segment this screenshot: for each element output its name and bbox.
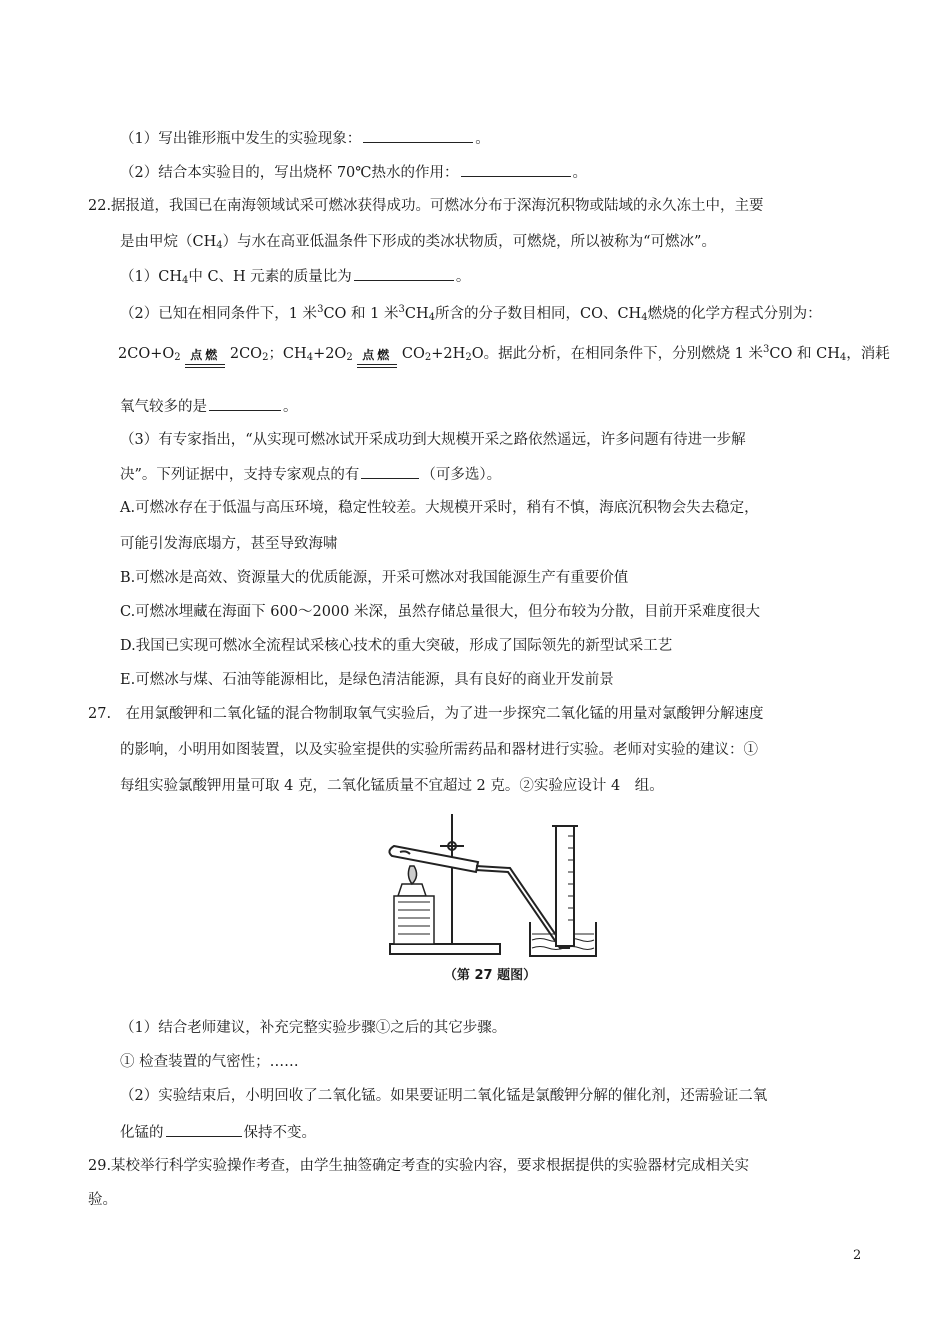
- answer-blank[interactable]: [361, 464, 419, 479]
- option-e: E.可燃冰与煤、石油等能源相比，是绿色清洁能源，具有良好的商业开发前景: [120, 672, 614, 688]
- text: （2）已知在相同条件下，1 米: [120, 306, 318, 322]
- text: 是由甲烷（CH: [120, 234, 217, 250]
- text: CO 和 CH: [769, 346, 840, 362]
- q27-sub1: （1）结合老师建议，补充完整实验步骤①之后的其它步骤。: [120, 1020, 507, 1036]
- q27-stem-line1: 27. 在用氯酸钾和二氧化锰的混合物制取氧气实验后，为了进一步探究二氧化锰的用量对氯酸钾分解速度: [88, 706, 764, 722]
- figure-caption: （第 27 题图）: [443, 968, 537, 983]
- subscript: 2: [262, 352, 269, 363]
- text: CH: [404, 306, 429, 322]
- q22-sub3-line2: [120, 464, 501, 485]
- answer-blank[interactable]: [363, 128, 473, 143]
- q22-stem-line1: 22.据报道，我国已在南海领域试采可燃冰获得成功。可燃冰分布于深海沉积物或陆域的永久冻土中，主要: [88, 198, 764, 214]
- q21-sub2-text: （2）结合本实验目的，写出烧杯 70℃热水的作用：: [120, 165, 459, 181]
- q27-stem-line3: 每组实验氯酸钾用量可取 4 克，二氧化锰质量不宜超过 2 克。②实验应设计 4 组。: [120, 778, 664, 794]
- text: +2O: [313, 346, 347, 362]
- answer-blank[interactable]: [209, 396, 281, 411]
- q21-sub1-text: （1）写出锥形瓶中发生的实验现象：: [120, 131, 362, 147]
- q22-sub3-line1: （3）有专家指出，“从实现可燃冰试开采成功到大规模开采之路依然遥远，许多问题有待进一步解: [120, 432, 746, 448]
- option-a-line2: 可能引发海底塌方，甚至导致海啸: [120, 536, 338, 552]
- text: ，消耗: [846, 346, 890, 362]
- text: ）与水在高亚低温条件下形成的类冰状物质，可燃烧，所以被称为“可燃冰”。: [222, 234, 716, 250]
- q27-sub2-line1: （2）实验结束后，小明回收了二氧化锰。如果要证明二氧化锰是氯酸钾分解的催化剂，还需验证二氧: [120, 1088, 768, 1104]
- text: ；CH: [268, 346, 307, 362]
- text: CO 和 1 米: [323, 306, 399, 322]
- q22-stem-line2: [120, 232, 716, 256]
- q27-stem-line2: 的影响，小明用如图装置，以及实验室提供的实验所需药品和器材进行实验。老师对实验的建议：①: [120, 742, 758, 758]
- subscript: 2: [174, 352, 181, 363]
- punct: 。: [475, 131, 490, 147]
- q27-sub2-line2: [120, 1122, 316, 1143]
- answer-blank[interactable]: [461, 162, 571, 177]
- text: 决”。下列证据中，支持专家观点的有: [120, 467, 360, 483]
- answer-blank[interactable]: [166, 1122, 242, 1137]
- punct: 。: [572, 165, 588, 181]
- superscript: 3: [317, 304, 324, 315]
- option-a-line1: A.可燃冰存在于低温与高压环境，稳定性较差。大规模开采时，稍有不慎，海底沉积物会失去稳定，: [120, 500, 759, 516]
- subscript: 2: [424, 352, 432, 363]
- q21-sub1: [120, 128, 490, 149]
- q21-sub2: [120, 162, 587, 183]
- subscript: 4: [839, 352, 847, 363]
- text: O。据此分析，在相同条件下，分别燃烧 1 米: [471, 346, 764, 362]
- q22-equations: [118, 340, 890, 368]
- q22-sub2-line1: [120, 300, 822, 328]
- text: +2H: [431, 346, 466, 362]
- condition-label: 点燃: [190, 348, 221, 362]
- text: 氧气较多的是: [120, 399, 207, 415]
- q22-sub1: [120, 266, 470, 291]
- superscript: 3: [763, 344, 770, 355]
- subscript: 2: [465, 352, 472, 363]
- text: （可多选）。: [421, 467, 502, 483]
- text: 所含的分子数目相同，CO、CH: [434, 306, 642, 322]
- subscript: 4: [216, 240, 223, 251]
- q29-stem-line1: 29.某校举行科学实验操作考查，由学生抽签确定考查的实验内容，要求根据提供的实验器材完成相关实: [88, 1158, 750, 1174]
- answer-blank[interactable]: [354, 266, 454, 281]
- punct: 。: [283, 399, 298, 415]
- apparatus-diagram: [380, 806, 600, 966]
- q29-stem-line2: 验。: [88, 1192, 117, 1208]
- option-b: B.可燃冰是高效、资源量大的优质能源，开采可燃冰对我国能源生产有重要价值: [120, 570, 629, 586]
- subscript: 4: [641, 312, 648, 323]
- text: 燃烧的化学方程式分别为：: [647, 306, 822, 322]
- subscript: 4: [428, 312, 435, 323]
- condition-label: 点燃: [362, 348, 393, 362]
- text: 2CO: [229, 346, 263, 362]
- apparatus-figure: [380, 806, 600, 996]
- option-c: C.可燃冰埋藏在海面下 600～2000 米深，虽然存储总量很大，但分布较为分散，目前开采难度很大: [120, 604, 760, 620]
- text: （1）CH: [120, 269, 182, 285]
- text: 化锰的: [120, 1125, 164, 1141]
- punct: 。: [455, 269, 471, 285]
- subscript: 2: [346, 352, 353, 363]
- text: 保持不变。: [243, 1125, 316, 1141]
- subscript: 4: [181, 275, 189, 286]
- page-number: 2: [853, 1248, 862, 1263]
- option-d: D.我国已实现可燃冰全流程试采核心技术的重大突破，形成了国际领先的新型试采工艺: [120, 638, 673, 654]
- ignition-condition: [185, 348, 225, 368]
- superscript: 3: [398, 304, 405, 315]
- ignition-condition: [357, 348, 397, 368]
- text: CO: [401, 346, 425, 362]
- text: 2CO+O: [118, 346, 175, 362]
- q27-step1: ① 检查装置的气密性；……: [120, 1054, 299, 1070]
- subscript: 4: [306, 352, 314, 363]
- text: 中 C、H 元素的质量比为: [188, 269, 352, 285]
- q22-sub2-line3: [120, 396, 298, 417]
